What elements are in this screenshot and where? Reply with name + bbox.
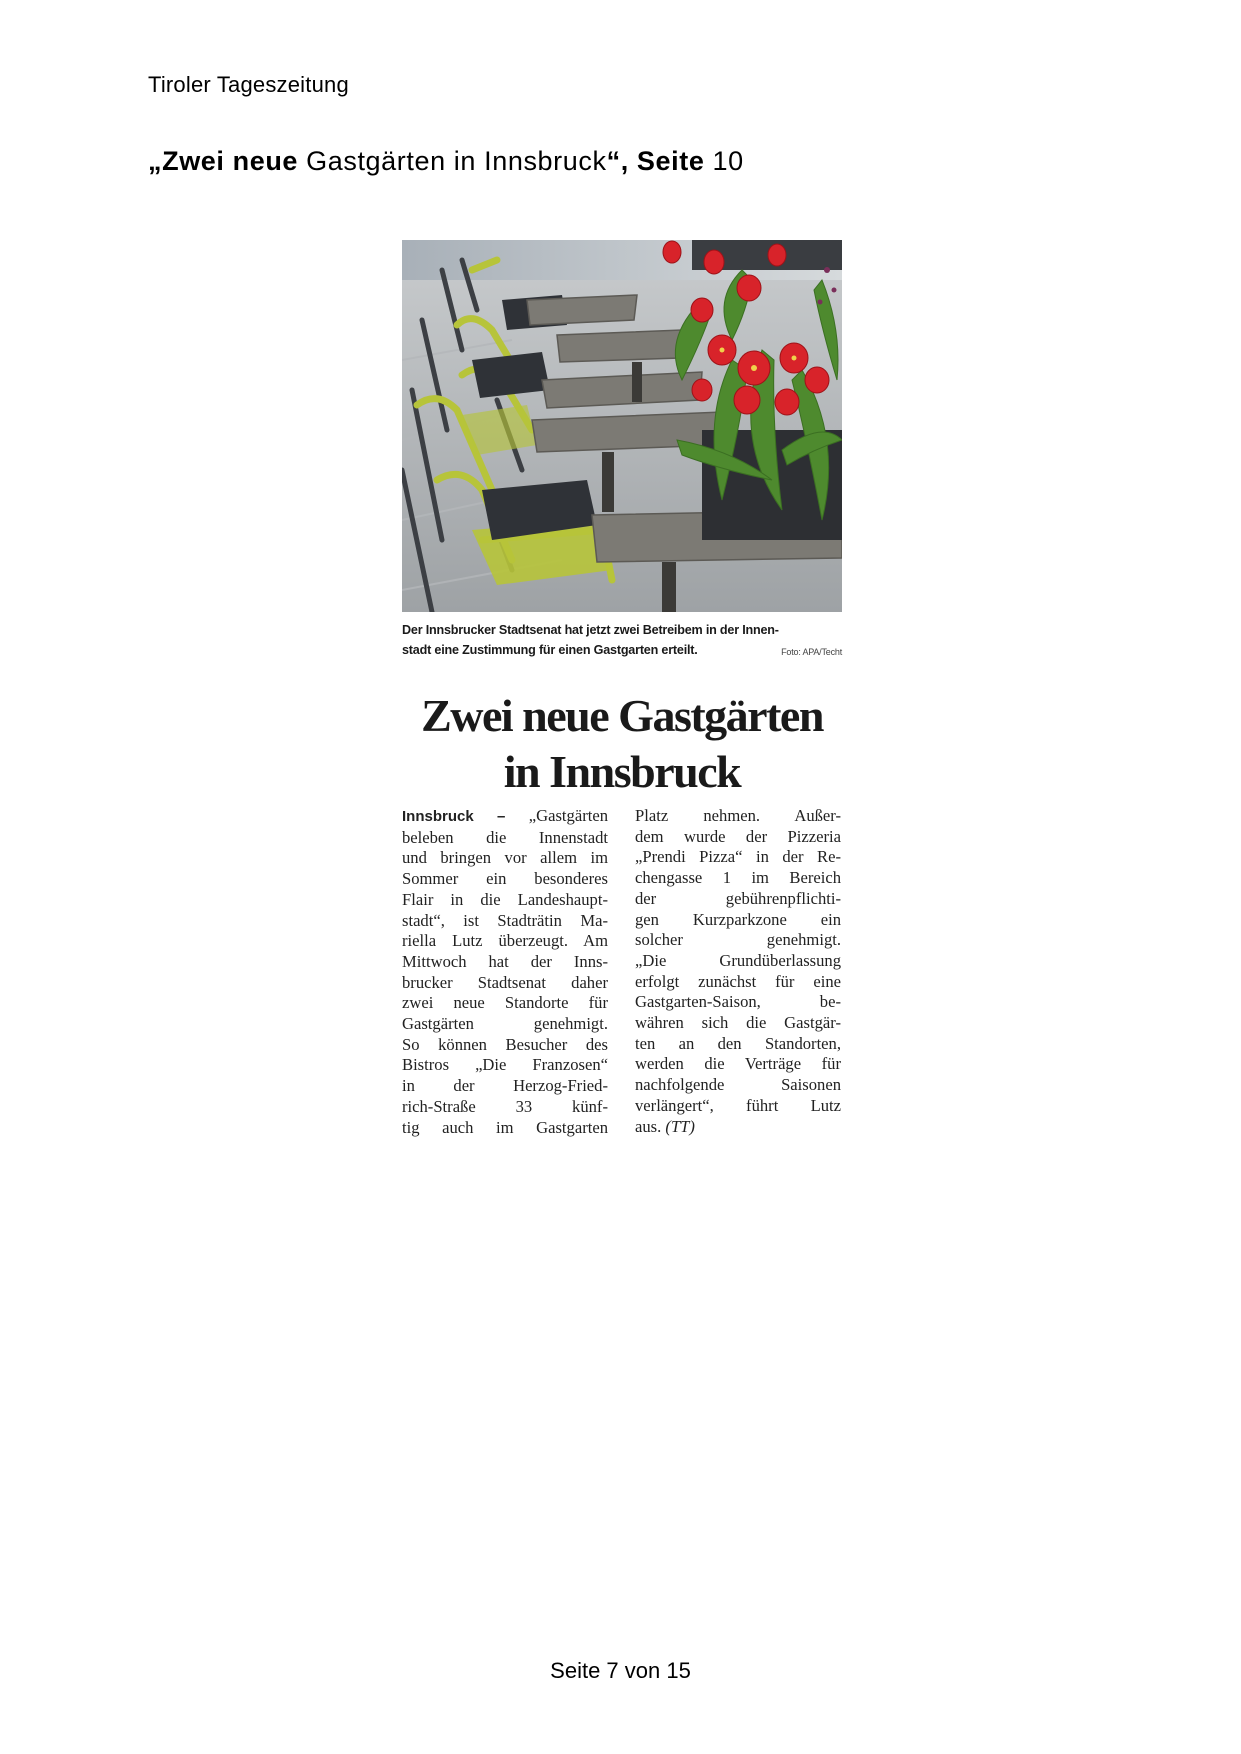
body-line: in der Herzog-Fried- (402, 1076, 608, 1096)
headline-line-2: in Innsbruck (503, 746, 741, 797)
body-line: beleben die Innenstadt (402, 827, 608, 847)
caption-line-2: stadt eine Zustimmung für einen Gastgarten erteilt. (402, 643, 698, 657)
body-line: nachfolgende Saisonen (635, 1075, 841, 1095)
body-line: erfolgt zunächst für eine (635, 971, 841, 991)
article-dateline: Innsbruck – (402, 808, 506, 825)
publication-name: Tiroler Tageszeitung (148, 72, 349, 97)
body-line: So können Besucher des (402, 1034, 608, 1054)
body-line: Sommer ein besonderes (402, 869, 608, 889)
article-column-left (402, 806, 608, 1138)
cafe-terrace-photo (402, 240, 842, 612)
body-line: stadt“, ist Stadträtin Ma- (402, 910, 608, 930)
body-line: währen sich die Gastgär- (635, 1013, 841, 1033)
body-line: riella Lutz überzeugt. Am (402, 931, 608, 951)
author-tag: (TT) (665, 1116, 695, 1136)
headline-line-1: Zwei neue Gastgärten (421, 690, 823, 741)
body-line: und bringen vor allem im (402, 848, 608, 868)
body-line: rich-Straße 33 künf- (402, 1096, 608, 1116)
body-line: verlängert“, führt Lutz (635, 1095, 841, 1115)
body-line: tig auch im Gastgarten (402, 1117, 608, 1137)
photo-caption (402, 620, 842, 660)
body-line: Flair in die Landeshaupt- (402, 889, 608, 909)
body-line: chengasse 1 im Bereich (635, 868, 841, 888)
article-column-right (635, 806, 841, 1137)
body-line: Gastgärten genehmigt. (402, 1014, 608, 1034)
body-line: gen Kurzparkzone ein (635, 909, 841, 929)
clipping-title-regular-1: Gastgärten in Innsbruck (298, 146, 607, 176)
clipping-title-page-number: 10 (704, 146, 744, 176)
clipping-title (148, 146, 744, 177)
body-line: solcher genehmigt. (635, 930, 841, 950)
body-line: der gebührenpflichti- (635, 888, 841, 908)
body-line-first (402, 806, 608, 828)
page-number: Seite 7 von 15 (550, 1658, 691, 1683)
photo-credit: Foto: APA/Techt (781, 647, 842, 657)
article-headline (402, 688, 842, 800)
body-line: dem wurde der Pizzeria (635, 826, 841, 846)
body-line: werden die Verträge für (635, 1054, 841, 1074)
body-line: „Die Grundüberlassung (635, 950, 841, 970)
body-line: Bistros „Die Franzosen“ (402, 1055, 608, 1075)
caption-line-1: Der Innsbrucker Stadtsenat hat jetzt zwei Betreibem in der Innen- (402, 623, 779, 637)
body-line: „Gastgärten (505, 806, 608, 825)
body-line: zwei neue Standorte für (402, 993, 608, 1013)
clipping-title-bold-2: “, Seite (606, 146, 705, 176)
body-line: Mittwoch hat der Inns- (402, 951, 608, 971)
clipping-title-bold-1: „Zwei neue (148, 146, 299, 176)
body-line: Platz nehmen. Außer- (635, 806, 841, 825)
body-line: Gastgarten-Saison, be- (635, 992, 841, 1012)
body-line: brucker Stadtsenat daher (402, 972, 608, 992)
body-line: „Prendi Pizza“ in der Re- (635, 847, 841, 867)
body-line: aus. (635, 1116, 666, 1136)
body-line: ten an den Standorten, (635, 1033, 841, 1053)
body-line-final (635, 1117, 841, 1138)
